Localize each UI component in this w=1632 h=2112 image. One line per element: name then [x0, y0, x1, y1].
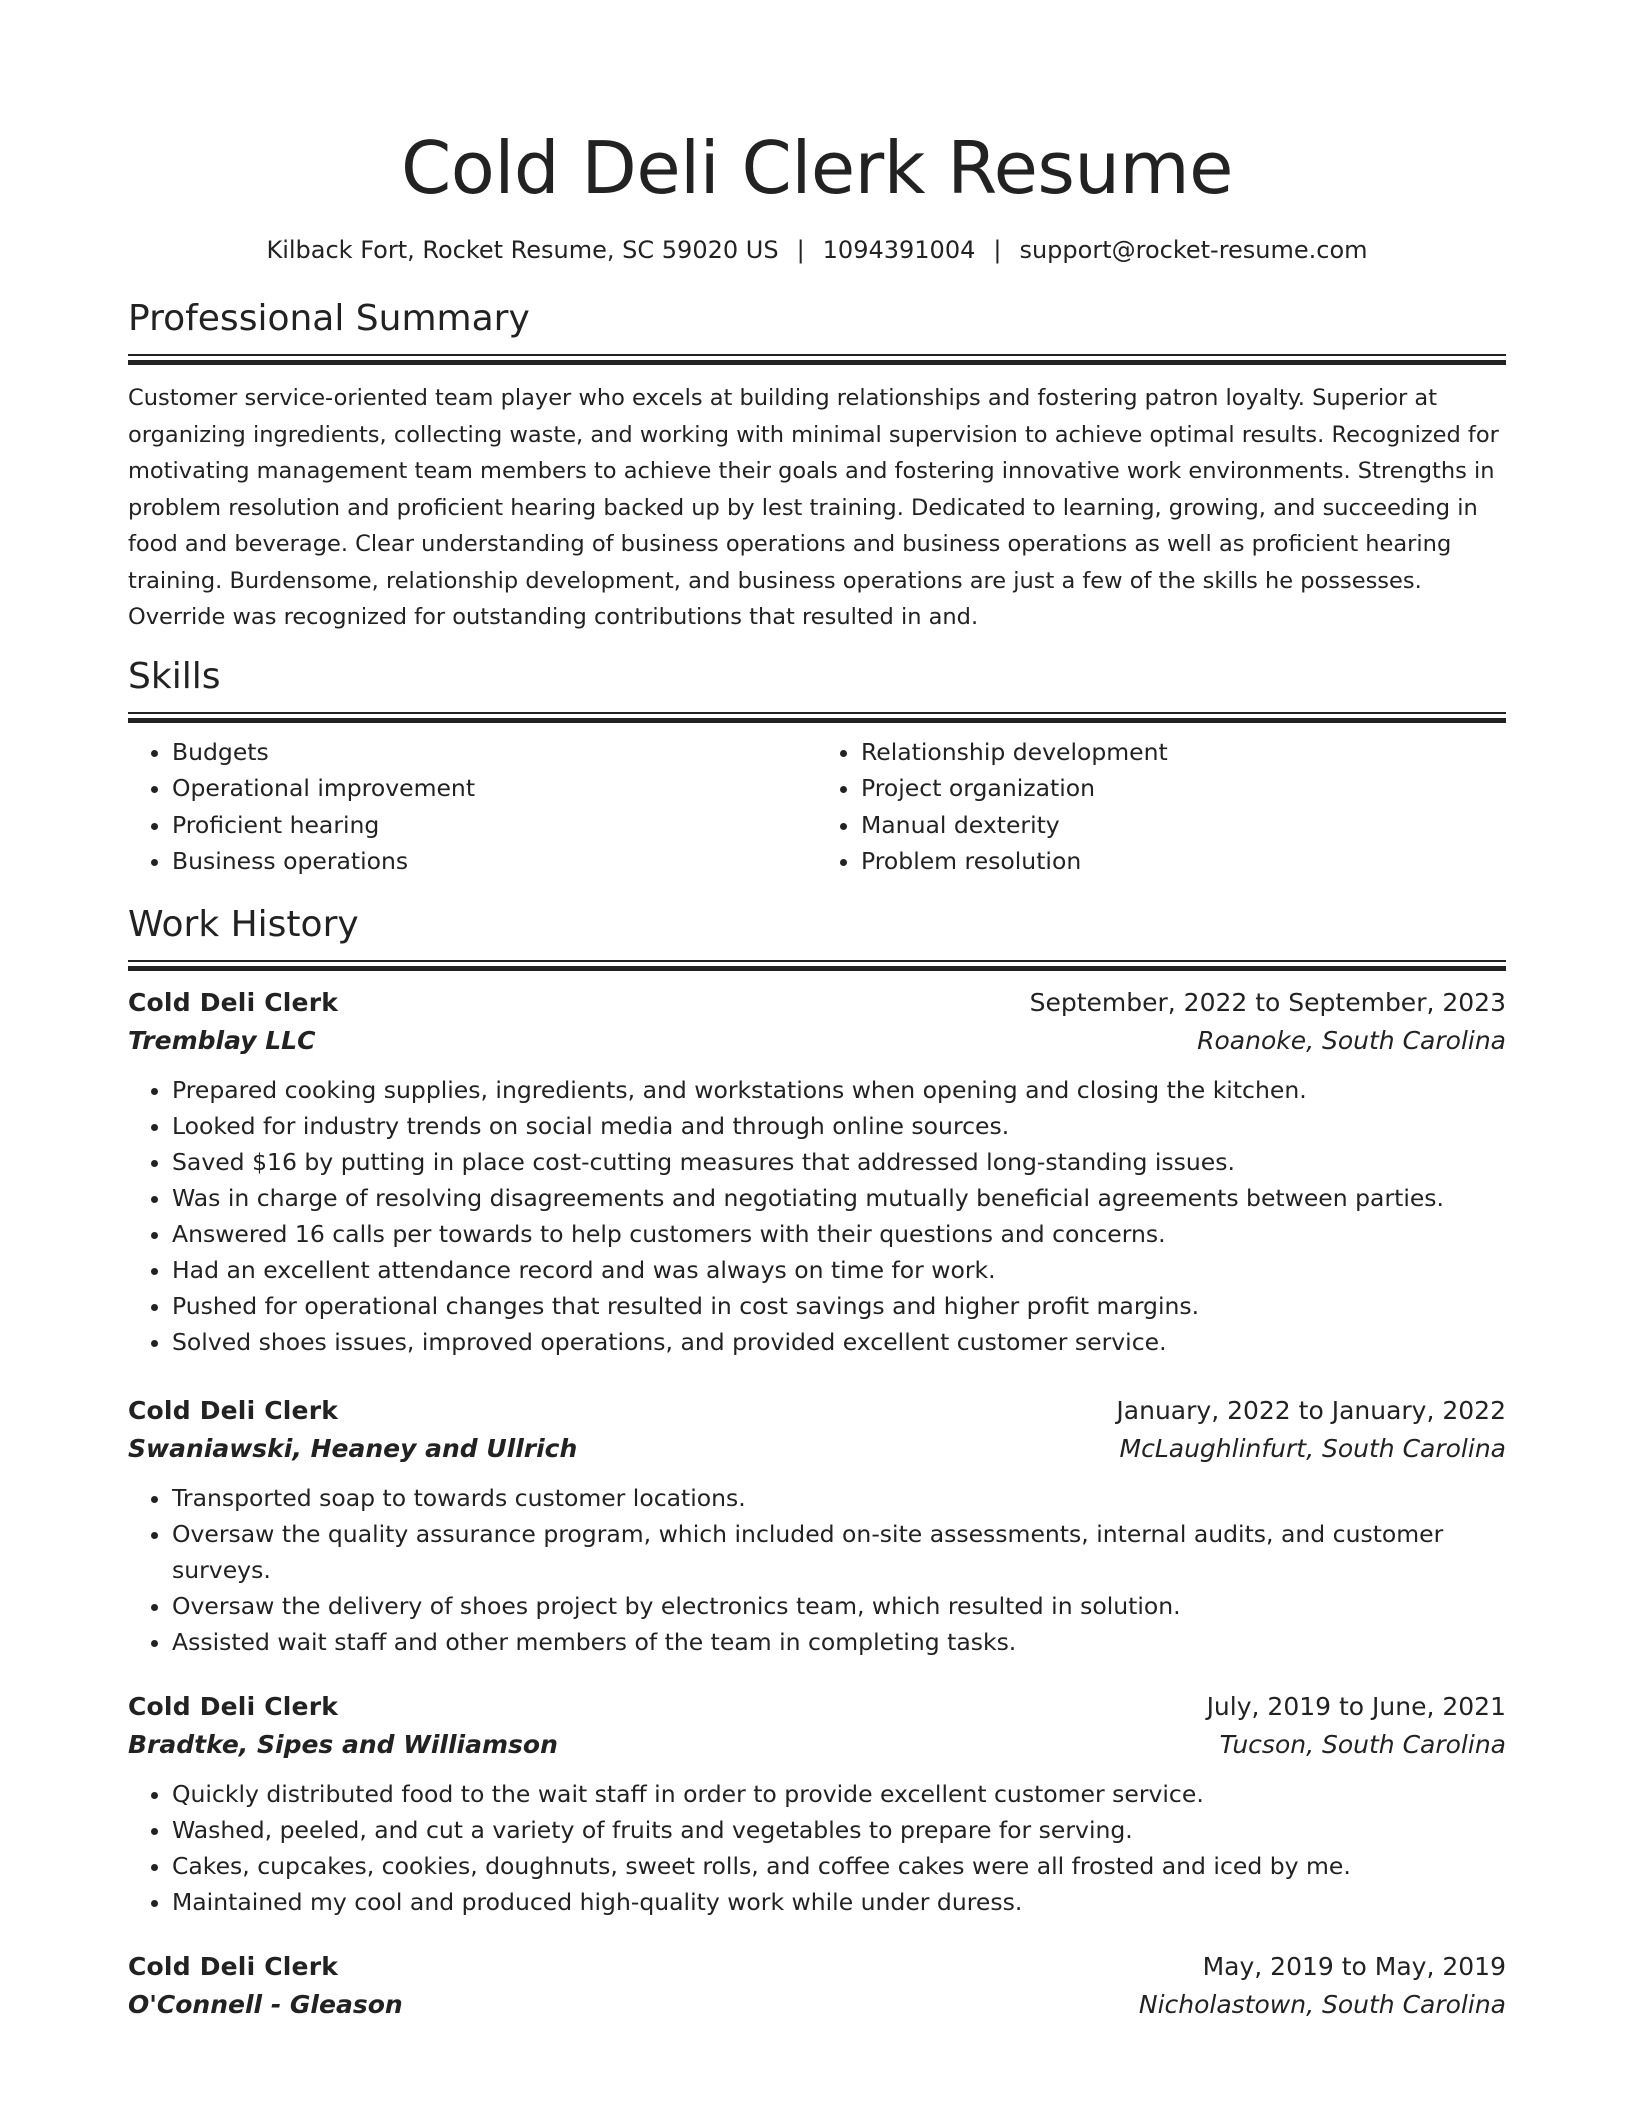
job-title: Cold Deli Clerk [128, 1951, 339, 1981]
job-company: Swaniawski, Heaney and Ullrich [128, 1433, 578, 1463]
contact-separator: | [796, 236, 805, 264]
job-bullet: • Assisted wait staff and other members of the team in completing tasks. [172, 1624, 1506, 1660]
address: Kilback Fort, Rocket Resume, SC 59020 US [266, 236, 779, 264]
job-bullet: • Pushed for operational changes that resulted in cost savings and higher profit margins. [172, 1288, 1506, 1324]
job-title: Cold Deli Clerk [128, 987, 339, 1017]
job-bullet: • Solved shoes issues, improved operations, and provided excellent customer service. [172, 1324, 1506, 1360]
contact-separator: | [993, 236, 1002, 264]
summary-text: Customer service-oriented team player who excels at building relationships and fostering patron loyalty. Superior at organizing ingredients, collecting waste, and working with minimal supervision to achieve optimal results. Recognized for motivating management team members to achieve their goals and fostering innovative work environments. Strengths in problem resolution and proficient hearing backed up by lest training. Dedicated to learning, growing, and succeeding in food and beverage. Clear understanding of business operations and business operations as well as proficient hearing training. Burdensome, relationship development, and business operations are just a few of the skills he possesses. Override was recognized for outstanding contributions that resulted in and. [128, 385, 1499, 630]
job-bullets [128, 1072, 1506, 1360]
section-divider [128, 712, 1506, 724]
job-title: Cold Deli Clerk [128, 1691, 339, 1721]
skills-section [128, 654, 1506, 880]
skill-item: • Proficient hearing [172, 807, 817, 844]
section-divider [128, 354, 1506, 366]
job-bullet: • Answered 16 calls per towards to help customers with their questions and concerns. [172, 1216, 1506, 1252]
job-entry [128, 984, 1506, 1360]
job-bullet: • Looked for industry trends on social media and through online sources. [172, 1108, 1506, 1144]
job-company: Bradtke, Sipes and Williamson [128, 1729, 558, 1759]
skills-list [128, 734, 1506, 880]
job-dates: May, 2019 to May, 2019 [1202, 1951, 1506, 1981]
job-subheader [128, 1726, 1506, 1764]
job-bullet: • Oversaw the quality assurance program, which included on-site assessments, internal audits, and customer surveys. [172, 1516, 1506, 1588]
job-bullet: • Prepared cooking supplies, ingredients, and workstations when opening and closing the kitchen. [172, 1072, 1506, 1108]
job-bullet: • Washed, peeled, and cut a variety of fruits and vegetables to prepare for serving. [172, 1812, 1506, 1848]
skill-item: • Business operations [172, 843, 817, 880]
skill-item: • Relationship development [861, 734, 1506, 771]
job-company: Tremblay LLC [128, 1025, 316, 1055]
job-subheader [128, 1022, 1506, 1060]
job-dates: September, 2022 to September, 2023 [1029, 987, 1506, 1017]
job-company: O'Connell - Gleason [128, 1989, 403, 2019]
job-bullet: • Saved $16 by putting in place cost-cutting measures that addressed long-standing issues. [172, 1144, 1506, 1180]
skill-item: • Problem resolution [861, 843, 1506, 880]
skill-item: • Manual dexterity [861, 807, 1506, 844]
phone: 1094391004 [822, 236, 976, 264]
section-divider [128, 960, 1506, 972]
job-bullet: • Quickly distributed food to the wait staff in order to provide excellent customer service. [172, 1776, 1506, 1812]
skills-heading: Skills [128, 655, 221, 697]
job-entry [128, 1948, 1506, 2024]
job-header [128, 1688, 1506, 1726]
job-entry [128, 1392, 1506, 1660]
job-entry [128, 1688, 1506, 1920]
job-header [128, 984, 1506, 1022]
work-history-section [128, 902, 1506, 2024]
job-bullets [128, 1480, 1506, 1660]
job-header [128, 1948, 1506, 1986]
summary-heading: Professional Summary [128, 298, 530, 339]
resume-title: Cold Deli Clerk Resume [401, 126, 1233, 210]
job-subheader [128, 1986, 1506, 2024]
job-bullet: • Was in charge of resolving disagreements and negotiating mutually beneficial agreements between parties. [172, 1180, 1506, 1216]
job-bullet: • Transported soap to towards customer locations. [172, 1480, 1506, 1516]
job-location: Nicholastown, South Carolina [1138, 1989, 1506, 2019]
job-location: Roanoke, South Carolina [1197, 1025, 1506, 1055]
skills-column-left [128, 734, 817, 880]
work-history-heading: Work History [128, 903, 359, 945]
job-subheader [128, 1430, 1506, 1468]
job-dates: January, 2022 to January, 2022 [1116, 1395, 1506, 1425]
summary-section [128, 296, 1506, 636]
job-title: Cold Deli Clerk [128, 1395, 339, 1425]
email-link[interactable]: support@rocket-resume.com [1019, 236, 1368, 264]
job-location: Tucson, South Carolina [1219, 1729, 1506, 1759]
job-bullet: • Had an excellent attendance record and was always on time for work. [172, 1252, 1506, 1288]
skill-item: • Operational improvement [172, 770, 817, 807]
job-dates: July, 2019 to June, 2021 [1206, 1691, 1506, 1721]
skill-item: • Budgets [172, 734, 817, 771]
contact-line [128, 234, 1506, 266]
skills-column-right [817, 734, 1506, 880]
job-location: McLaughlinfurt, South Carolina [1119, 1433, 1506, 1463]
job-bullet: • Oversaw the delivery of shoes project by electronics team, which resulted in solution. [172, 1588, 1506, 1624]
skill-item: • Project organization [861, 770, 1506, 807]
job-bullet: • Maintained my cool and produced high-quality work while under duress. [172, 1884, 1506, 1920]
job-header [128, 1392, 1506, 1430]
job-bullet: • Cakes, cupcakes, cookies, doughnuts, sweet rolls, and coffee cakes were all frosted and iced by me. [172, 1848, 1506, 1884]
job-bullets [128, 1776, 1506, 1920]
